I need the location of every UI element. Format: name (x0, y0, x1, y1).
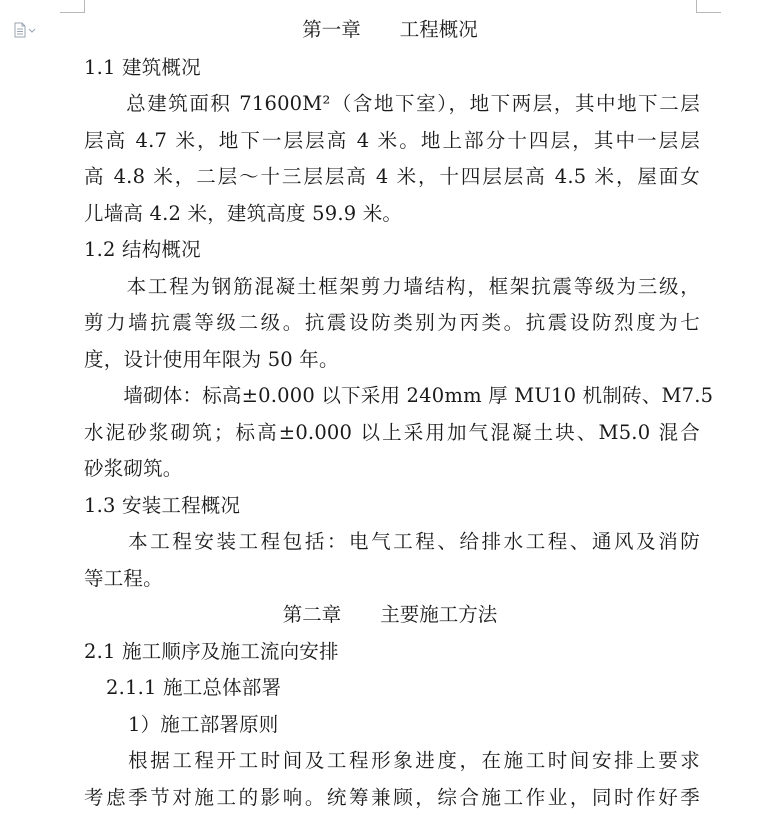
paragraph-line: 儿墙高 4.2 米，建筑高度 59.9 米。 (84, 202, 403, 225)
paragraph-line: 砂浆砌筑。 (84, 457, 183, 480)
paragraph-line: 高 4.8 米，二层～十三层层高 4 米，十四层层高 4.5 米，屋面女 (84, 165, 700, 188)
paragraph-line: 层高 4.7 米，地下一层层高 4 米。地上部分十四层，其中一层层 (84, 129, 700, 152)
section-2-1-heading: 2.1 施工顺序及施工流向安排 (84, 640, 339, 663)
paragraph-line: 等工程。 (84, 567, 163, 590)
paragraph-line: 度，设计使用年限为 50 年。 (84, 348, 339, 371)
section-2-1-1-heading: 2.1.1 施工总体部署 (106, 676, 282, 699)
section-1-2-heading: 1.2 结构概况 (84, 238, 201, 261)
paragraph-line: 本工程为钢筋混凝土框架剪力墙结构，框架抗震等级为三级， (84, 275, 700, 298)
section-1-1-heading: 1.1 建筑概况 (84, 56, 201, 79)
paragraph-line: 总建筑面积 71600M²（含地下室），地下两层，其中地下二层 (84, 92, 700, 115)
chapter-1-title: 第一章 工程概况 (302, 18, 478, 41)
paragraph-line: 根据工程开工时间及工程形象进度，在施工时间安排上要求 (84, 749, 700, 772)
item-heading: 1）施工部署原则 (128, 713, 279, 736)
paragraph-line: 墙砌体：标高±0.000 以下采用 240mm 厚 MU10 机制砖、M7.5 (84, 384, 714, 407)
paragraph-line: 剪力墙抗震等级二级。抗震设防类别为丙类。抗震设防烈度为七 (84, 311, 700, 334)
section-1-3-heading: 1.3 安装工程概况 (84, 494, 241, 517)
paragraph-line: 考虑季节对施工的影响。统筹兼顾，综合施工作业，同时作好季 (84, 786, 700, 809)
paragraph-line: 水泥砂浆砌筑；标高±0.000 以上采用加气混凝土块、M5.0 混合 (84, 421, 700, 444)
paragraph-line: 本工程安装工程包括：电气工程、给排水工程、通风及消防 (84, 530, 700, 553)
chapter-2-title: 第二章 主要施工方法 (282, 603, 498, 626)
